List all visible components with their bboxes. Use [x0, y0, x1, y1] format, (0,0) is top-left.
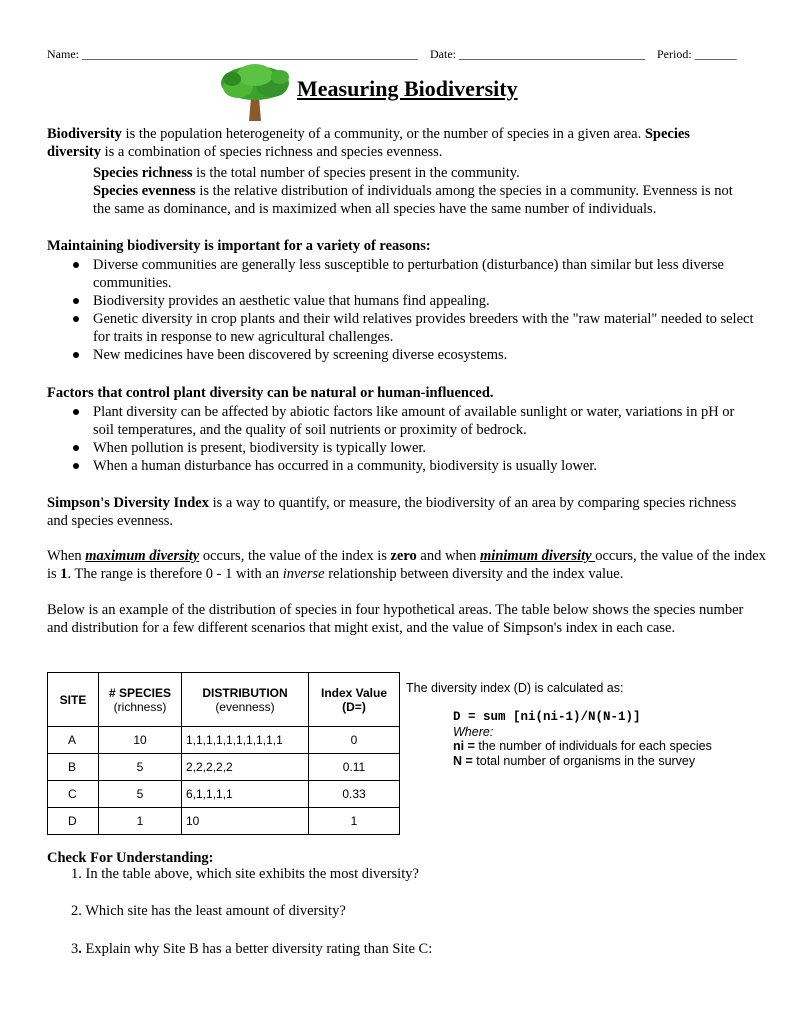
list-item: Biodiversity provides an aesthetic value that humans find appealing.: [47, 292, 757, 310]
question-1: 1. In the table above, which site exhibits the most diversity?: [71, 866, 419, 882]
species-cell: 10: [99, 727, 182, 754]
formula-where: Where:: [453, 724, 494, 739]
distribution-header: [182, 673, 309, 727]
ni-text: the number of individuals for each species: [474, 739, 712, 753]
maintaining-heading: Maintaining biodiversity is important for a variety of reasons:: [47, 238, 431, 254]
evenness-text: is the relative distribution of individuals among the species in a community. Evenness is not the same as dominance, and is maximized when all species have the same number of individuals.: [93, 183, 733, 217]
list-item: Diverse communities are generally less susceptible to perturbation (disturbance) than similar but less diverse communities.: [47, 256, 757, 292]
period-field-label: Period: _______: [657, 47, 737, 61]
list-item: Genetic diversity in crop plants and their wild relatives provides breeders with the "raw material" needed to select for traits in response to new agricultural challenges.: [47, 310, 757, 346]
formula-block: [453, 710, 773, 768]
factors-heading: Factors that control plant diversity can be natural or human-influenced.: [47, 385, 494, 401]
date-field-label: Date: _______________________________: [430, 47, 645, 61]
check-heading-text: Check For Understanding:: [47, 850, 214, 866]
site-header: SITE: [48, 673, 99, 727]
richness-text: is the total number of species present in the community.: [192, 165, 520, 181]
question-3: [71, 940, 432, 958]
N-label: N =: [453, 753, 473, 768]
range-text: relationship between diversity and the index value.: [324, 566, 624, 582]
maintaining-section: [47, 237, 757, 364]
page-title: Measuring Biodiversity: [297, 76, 518, 101]
intro-paragraph: [47, 125, 747, 161]
table-row: [48, 754, 400, 781]
index-header: [309, 673, 400, 727]
range-text: . The range is therefore 0 - 1 with an: [67, 566, 283, 582]
minimum-diversity-term: minimum diversity: [480, 548, 596, 564]
species-header: [99, 673, 182, 727]
ni-label: ni =: [453, 739, 475, 753]
site-cell: C: [48, 781, 99, 808]
formula-intro: The diversity index (D) is calculated as:: [406, 681, 624, 695]
richness-term: Species richness: [93, 165, 193, 181]
range-paragraph: [47, 547, 767, 583]
index-cell: 1: [309, 808, 400, 835]
definition-evenness: [93, 182, 748, 218]
table-header-row: [48, 673, 400, 727]
definitions: [93, 164, 748, 218]
range-text: When: [47, 548, 86, 564]
question-3-text: Explain why Site B has a better diversity rating than Site C:: [81, 941, 433, 957]
species-header-sub: (richness): [113, 699, 167, 714]
inverse-term: inverse: [282, 566, 325, 582]
intro-text: is the population heterogeneity of a community, or the number of species in a given area.: [121, 126, 645, 142]
index-header-label: Index Value: [320, 685, 388, 700]
range-text: occurs, the value of the index is: [47, 548, 766, 582]
formula-ni-line: [453, 739, 773, 754]
below-paragraph: Below is an example of the distribution of species in four hypothetical areas. The table below shows the species number and distribution for a few different scenarios that might exist, and the value of Simpson's index in each case.: [47, 602, 744, 636]
list-item: When a human disturbance has occurred in a community, biodiversity is usually lower.: [47, 457, 757, 475]
intro-text-2: is a combination of species richness and species evenness.: [100, 144, 443, 160]
distribution-cell: 1,1,1,1,1,1,1,1,1,1: [182, 727, 309, 754]
distribution-header-sub: (evenness): [215, 699, 275, 714]
distribution-cell: 2,2,2,2,2: [182, 754, 309, 781]
maximum-diversity-term: maximum diversity: [85, 548, 200, 564]
distribution-cell: 10: [182, 808, 309, 835]
table-row: [48, 781, 400, 808]
question-3-number: 3: [71, 941, 79, 957]
definition-richness: [93, 164, 748, 182]
N-text: total number of organisms in the survey: [472, 753, 696, 768]
name-field-label: Name: ________________________________________________________: [47, 47, 418, 61]
site-cell: A: [48, 727, 99, 754]
one-term: 1: [60, 566, 68, 582]
simpson-paragraph: [47, 494, 747, 530]
range-text: occurs, the value of the index is: [199, 548, 391, 564]
factors-section: [47, 384, 757, 475]
index-header-sub: (D=): [342, 699, 366, 714]
species-cell: 5: [99, 754, 182, 781]
factors-list: [47, 403, 757, 475]
species-header-label: # SPECIES: [108, 685, 172, 700]
distribution-cell: 6,1,1,1,1: [182, 781, 309, 808]
question-3-dot: .: [78, 941, 82, 957]
site-cell: B: [48, 754, 99, 781]
species-cell: 5: [99, 781, 182, 808]
simpson-term: Simpson's Diversity Index: [47, 495, 209, 511]
species-cell: 1: [99, 808, 182, 835]
biodiversity-term: Biodiversity: [47, 126, 122, 142]
list-item: New medicines have been discovered by screening diverse ecosystems.: [47, 346, 757, 364]
simpson-text: is a way to quantify, or measure, the biodiversity of an area by comparing species richness and species evenness.: [47, 495, 737, 529]
tree-icon: [218, 63, 292, 123]
list-item: Plant diversity can be affected by abiotic factors like amount of available sunlight or water, variations in pH or soil temperatures, and the quality of soil nutrients or proximity of bedrock.: [47, 403, 757, 439]
site-cell: D: [48, 808, 99, 835]
species-diversity-term: Species diversity: [47, 126, 690, 160]
table-row: [48, 808, 400, 835]
formula-equation: D = sum [ni(ni-1)/N(N-1)]: [453, 710, 641, 724]
distribution-header-label: DISTRIBUTION: [202, 685, 288, 700]
maintaining-list: [47, 256, 757, 364]
table-row: [48, 727, 400, 754]
evenness-term: Species evenness: [93, 183, 196, 199]
index-cell: 0.33: [309, 781, 400, 808]
range-text: and when: [416, 548, 481, 564]
list-item: When pollution is present, biodiversity is typically lower.: [47, 439, 757, 457]
index-cell: 0: [309, 727, 400, 754]
question-2: 2. Which site has the least amount of diversity?: [71, 903, 346, 919]
diversity-table: [47, 672, 400, 835]
formula-N-line: [453, 754, 773, 769]
index-cell: 0.11: [309, 754, 400, 781]
zero-term: zero: [390, 548, 417, 564]
